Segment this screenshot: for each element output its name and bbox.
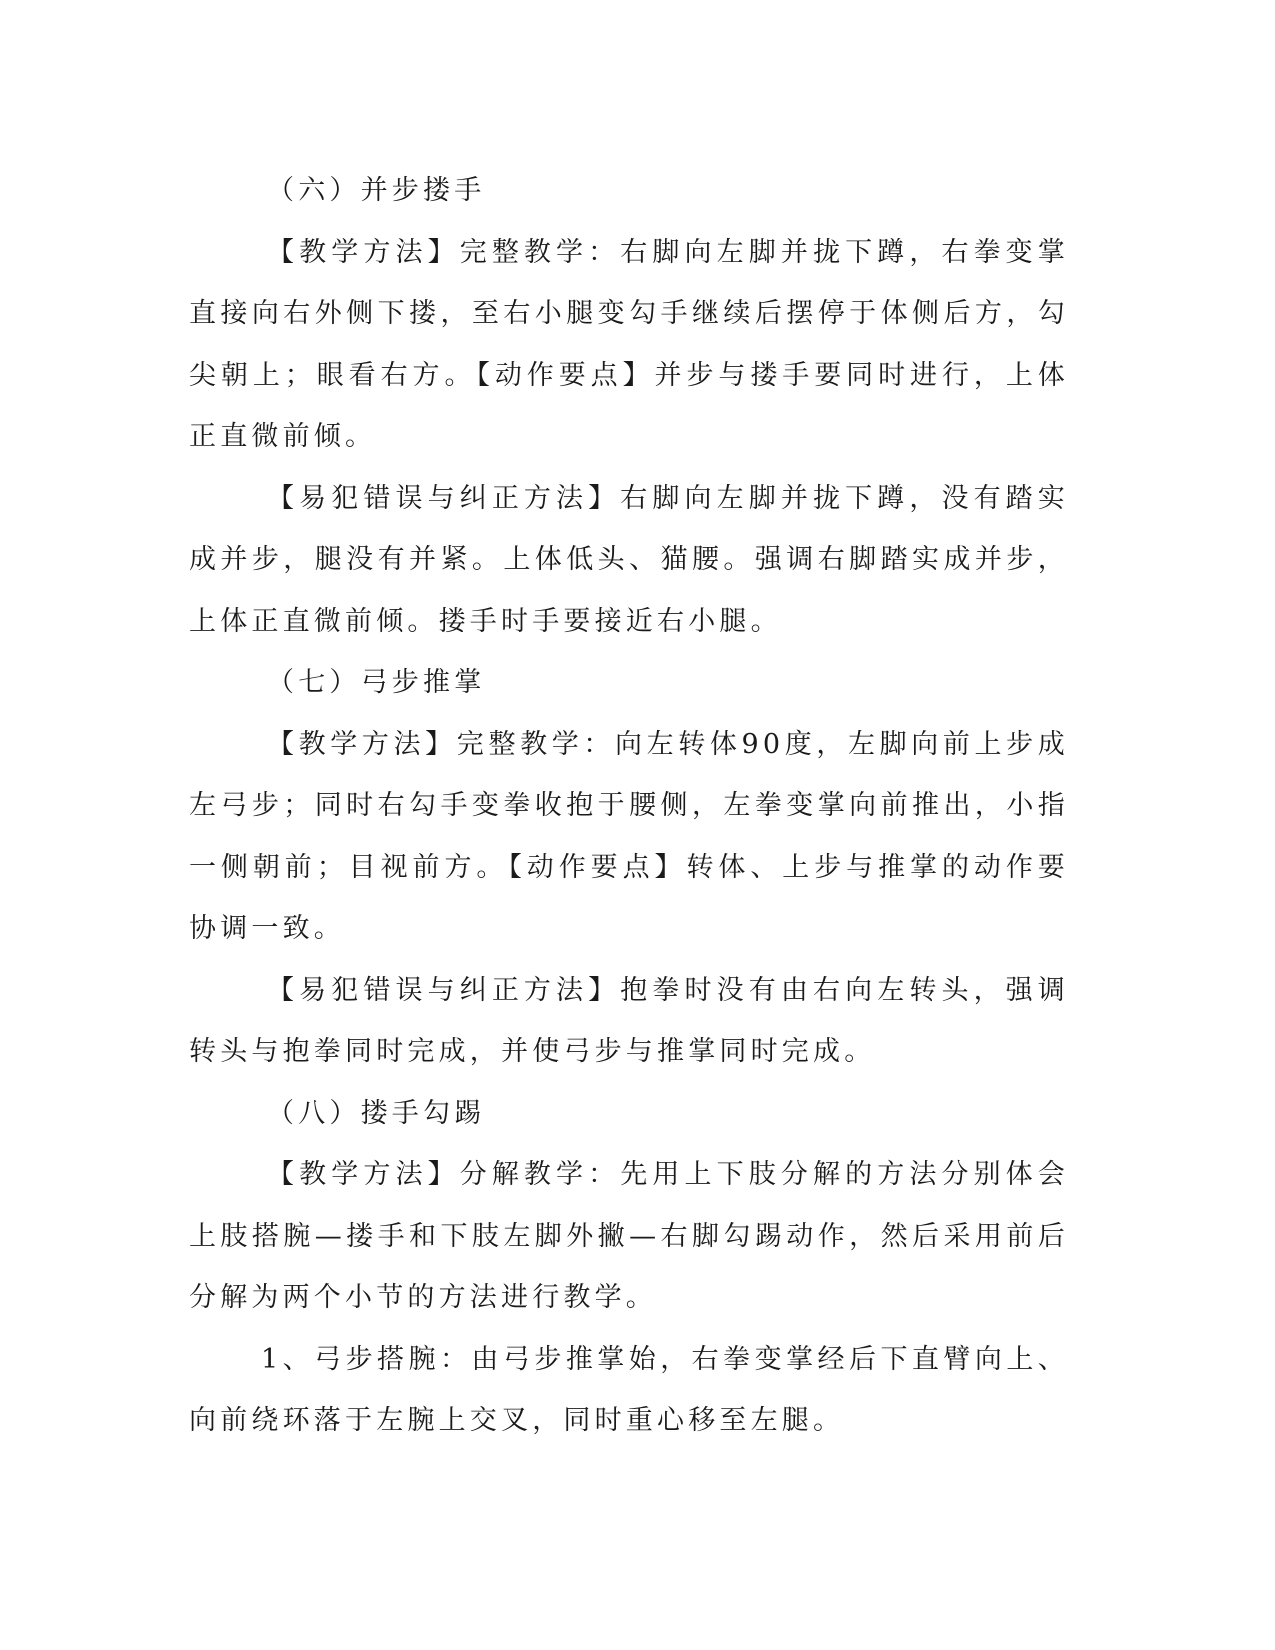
section-heading-8: （八）搂手勾踢 xyxy=(267,1097,486,1129)
paragraph-teaching-method-6: 【教学方法】完整教学：右脚向左脚并拢下蹲，右拳变掌直接向右外侧下搂，至右小腿变勾手继续后摆停于体侧后方，勾尖朝上；眼看右方。【动作要点】并步与搂手要同时进行，上体正直微前倾。 xyxy=(189,236,1069,452)
document-body xyxy=(189,160,1069,1452)
paragraph-teaching-method-8: 【教学方法】分解教学：先用上下肢分解的方法分别体会上肢搭腕—搂手和下肢左脚外撇—右脚勾踢动作，然后采用前后分解为两个小节的方法进行教学。 xyxy=(189,1159,1069,1313)
section-heading-7: （七）弓步推掌 xyxy=(267,667,486,698)
paragraph-teaching-method-7: 【教学方法】完整教学：向左转体90度，左脚向前上步成左弓步；同时右勾手变拳收抱于腰侧，左拳变掌向前推出，小指一侧朝前；目视前方。【动作要点】转体、上步与推掌的动作要协调一致。 xyxy=(189,728,1069,944)
paragraph-errors-7: 【易犯错误与纠正方法】抱拳时没有由右向左转头，强调转头与抱拳同时完成，并使弓步与推掌同时完成。 xyxy=(189,974,1069,1067)
paragraph-errors-6: 【易犯错误与纠正方法】右脚向左脚并拢下蹲，没有踏实成并步，腿没有并紧。上体低头、猫腰。强调右脚踏实成并步，上体正直微前倾。搂手时手要接近右小腿。 xyxy=(189,482,1069,637)
section-heading-6: （六）并步搂手 xyxy=(267,175,486,206)
paragraph-step-1: 1、弓步搭腕：由弓步推掌始，右拳变掌经后下直臂向上、向前绕环落于左腕上交叉，同时重心移至左腿。 xyxy=(189,1343,1069,1436)
